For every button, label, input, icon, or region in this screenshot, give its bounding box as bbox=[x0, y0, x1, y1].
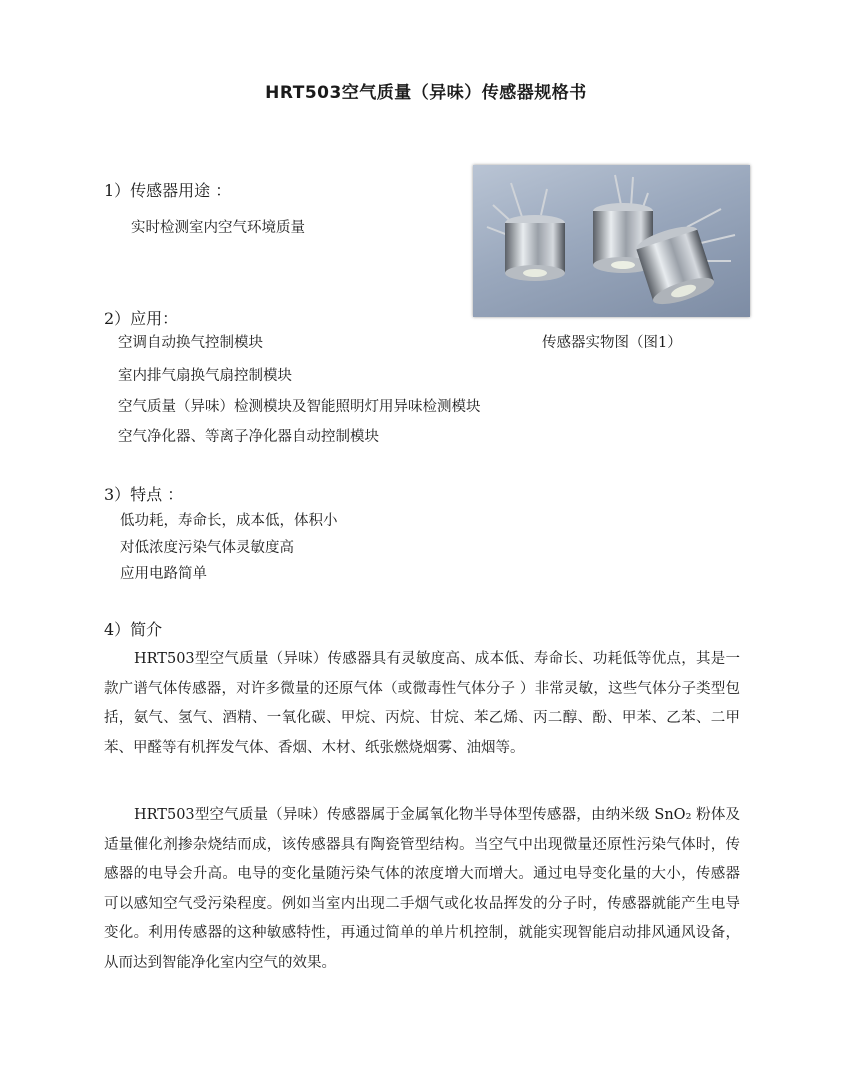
section-2-item: 空调自动换气控制模块 bbox=[118, 335, 263, 351]
section-2-item: 室内排气扇换气扇控制模块 bbox=[118, 368, 292, 384]
document-title: HRT503空气质量（异味）传感器规格书 bbox=[265, 83, 587, 103]
intro-paragraph-2: HRT503型空气质量（异味）传感器属于金属氧化物半导体型传感器，由纳米级 SnO₂ 粉体及适量催化剂掺杂烧结而成，该传感器具有陶瓷管型结构。当空气中出现微量还原性污染气体时，传感器的电导会升高。电导的变化量随污染气体的浓度增大而增大。通过电导变化量的大小，传感器可以感知空气受污染程度。例如当室内出现二手烟气或化妆品挥发的分子时，传感器就能产生电导变化。利用传感器的这种敏感特性，再通过简单的单片机控制，就能实现智能启动排风通风设备，从而达到智能净化室内空气的效果。 bbox=[104, 807, 740, 971]
section-1-item: 实时检测室内空气环境质量 bbox=[131, 220, 305, 236]
section-3-item: 低功耗，寿命长，成本低，体积小 bbox=[120, 513, 338, 529]
section-3-item: 应用电路简单 bbox=[120, 566, 207, 582]
intro-paragraph-1: HRT503型空气质量（异味）传感器具有灵敏度高、成本低、寿命长、功耗低等优点，其是一款广谱气体传感器，对许多微量的还原气体（或微毒性气体分子 ）非常灵敏，这些气体分子类型包括，氨气、氢气、酒精、一氧化碳、甲烷、丙烷、甘烷、苯乙烯、丙二醇、酚、甲苯、乙苯、二甲苯、甲醛等有机挥发气体、香烟、木材、纸张燃烧烟雾、油烟等。 bbox=[104, 651, 740, 756]
section-1-heading: 1）传感器用途 ： bbox=[104, 181, 232, 200]
section-2-item: 空气净化器、等离子净化器自动控制模块 bbox=[118, 429, 379, 445]
section-2-item: 空气质量（异味）检测模块及智能照明灯用异味检测模块 bbox=[118, 399, 481, 415]
section-4-heading: 4）简介 bbox=[104, 620, 163, 639]
sensor-photo bbox=[473, 165, 750, 317]
section-3-item: 对低浓度污染气体灵敏度高 bbox=[120, 540, 294, 556]
figure-caption: 传感器实物图（图1） bbox=[542, 335, 682, 351]
section-3-heading: 3）特点 ： bbox=[104, 485, 184, 504]
section-2-heading: 2）应用： bbox=[104, 309, 179, 328]
gas-sensor-photo-icon bbox=[473, 165, 750, 317]
